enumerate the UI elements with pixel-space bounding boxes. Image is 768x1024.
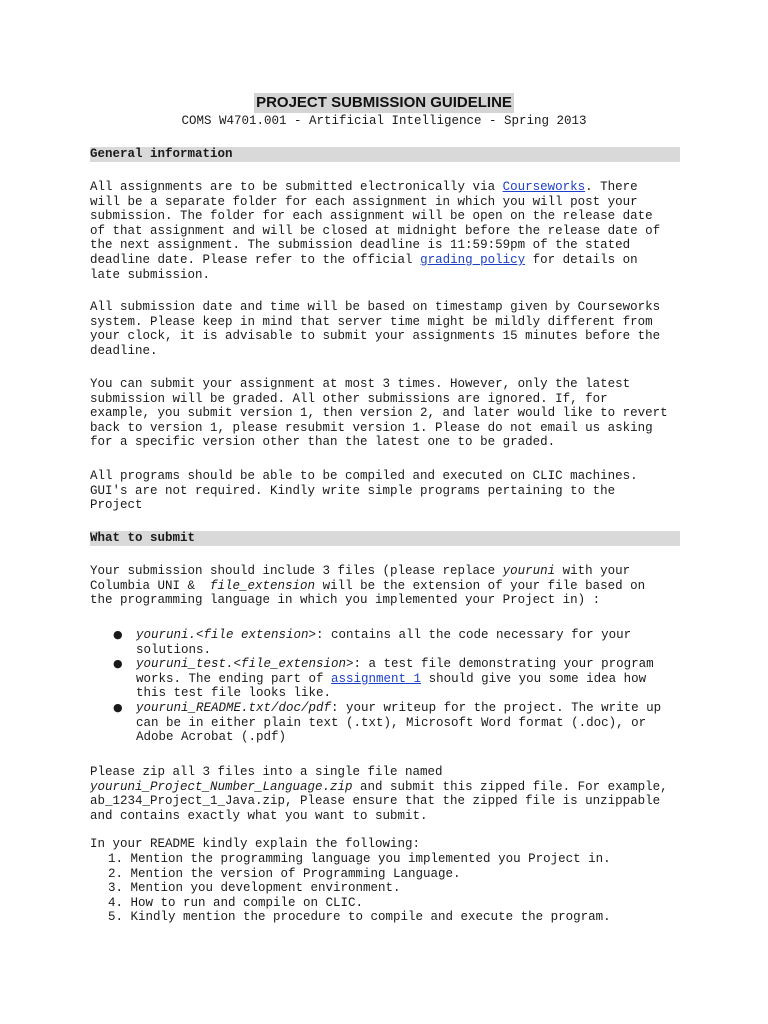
list-item: 5. Kindly mention the procedure to compile and execute the program. — [108, 910, 611, 925]
text: All assignments are to be submitted electronically via — [90, 180, 503, 194]
text: ab_1234_Project_1_Java.zip, Please ensure that the zipped file is unzippable — [90, 794, 661, 809]
list-item — [110, 657, 670, 701]
emphasis: youruni_README.txt/doc/pdf — [136, 700, 332, 715]
list-item: 4. How to run and compile on CLIC. — [108, 895, 364, 910]
title-wrap — [0, 93, 768, 113]
text: submission. The folder for each assignment will be open on the release date — [90, 209, 653, 224]
text: Adobe Acrobat (.pdf) — [136, 730, 287, 745]
text: solutions. — [136, 642, 212, 657]
document-title: PROJECT SUBMISSION GUIDELINE — [256, 94, 512, 111]
text: and submit this zipped file. For example, — [352, 779, 668, 794]
text: Project — [90, 498, 143, 513]
file-list — [110, 628, 670, 745]
bullet-icon: ● — [113, 628, 123, 641]
text: deadline date. Please refer to the official — [90, 252, 421, 267]
assignment-1-link[interactable]: assignment 1 — [331, 671, 422, 686]
emphasis: youruni_test.<file_extension> — [136, 657, 354, 672]
section-header-general: General information — [90, 147, 680, 162]
paragraph-zip — [90, 765, 690, 823]
text: the programming language in which you implemented your Project in) : — [90, 593, 601, 608]
readme-list — [108, 852, 611, 925]
grading-policy-link[interactable]: grading policy — [420, 252, 526, 267]
section-header-submit: What to submit — [90, 531, 680, 546]
list-item — [110, 628, 670, 657]
text: : contains all the code necessary for your — [316, 628, 632, 642]
list-item: 3. Mention you development environment. — [108, 881, 401, 896]
document-subtitle: COMS W4701.001 - Artificial Intelligence - Spring 2013 — [181, 114, 587, 128]
emphasis: youruni.<file extension> — [136, 628, 317, 642]
readme-intro: In your README kindly explain the following: — [90, 837, 421, 851]
text: this test file looks like. — [136, 686, 332, 701]
text: of that assignment and will be closed at midnight before the release date of — [90, 223, 661, 238]
list-item — [110, 701, 670, 745]
text: deadline. — [90, 343, 158, 358]
bullet-icon: ● — [113, 657, 123, 671]
text: and contains exactly what you want to submit. — [90, 808, 428, 823]
paragraph-general-3 — [90, 377, 690, 450]
text: : a test file demonstrating your program — [353, 657, 654, 672]
emphasis: youruni_Project_Number_Language.zip — [90, 779, 353, 794]
text: . There — [585, 180, 638, 194]
text: example, you submit version 1, then version 2, and later would like to revert — [90, 406, 668, 421]
text: for a specific version other than the latest one to be graded. — [90, 435, 556, 450]
text: will be the extension of your file based on — [315, 578, 646, 593]
text: can be in either plain text (.txt), Microsoft Word format (.doc), or — [136, 715, 647, 730]
text: late submission. — [90, 267, 211, 282]
text: back to version 1, please resubmit version 1. Please do not email us asking — [90, 420, 653, 435]
text: Please zip all 3 files into a single file named — [90, 765, 443, 779]
text: submission will be graded. All other submissions are ignored. If, for — [90, 391, 608, 406]
paragraph-general-1 — [90, 180, 690, 282]
emphasis: file_extension — [210, 578, 316, 593]
text: the next assignment. The submission deadline is 11:59:59pm of the stated — [90, 238, 631, 253]
text: GUI's are not required. Kindly write simple programs pertaining to the — [90, 483, 616, 498]
text: system. Please keep in mind that server time might be mildly different from — [90, 314, 653, 329]
paragraph-submit-intro — [90, 564, 690, 608]
list-item: 1. Mention the programming language you implemented you Project in. — [108, 852, 611, 866]
text: All submission date and time will be based on timestamp given by Courseworks — [90, 300, 661, 314]
text: for details on — [525, 252, 638, 267]
text: works. The ending part of — [136, 671, 332, 686]
text: Columbia UNI & — [90, 578, 211, 593]
text: will be a separate folder for each assignment in which you will post your — [90, 194, 638, 209]
paragraph-general-4 — [90, 469, 690, 513]
text: your clock, it is advisable to submit your assignments 15 minutes before the — [90, 329, 661, 344]
text: Your submission should include 3 files (please replace — [90, 564, 503, 578]
emphasis: youruni — [502, 564, 556, 578]
text: : your writeup for the project. The write up — [331, 700, 662, 715]
text: with your — [555, 564, 631, 578]
text: All programs should be able to be compiled and executed on CLIC machines. — [90, 469, 638, 483]
courseworks-link[interactable]: Courseworks — [502, 180, 586, 194]
text: You can submit your assignment at most 3 times. However, only the latest — [90, 377, 631, 391]
paragraph-general-2 — [90, 300, 690, 358]
list-item: 2. Mention the version of Programming Language. — [108, 866, 461, 881]
text: should give you some idea how — [421, 671, 647, 686]
bullet-icon: ● — [113, 700, 123, 714]
